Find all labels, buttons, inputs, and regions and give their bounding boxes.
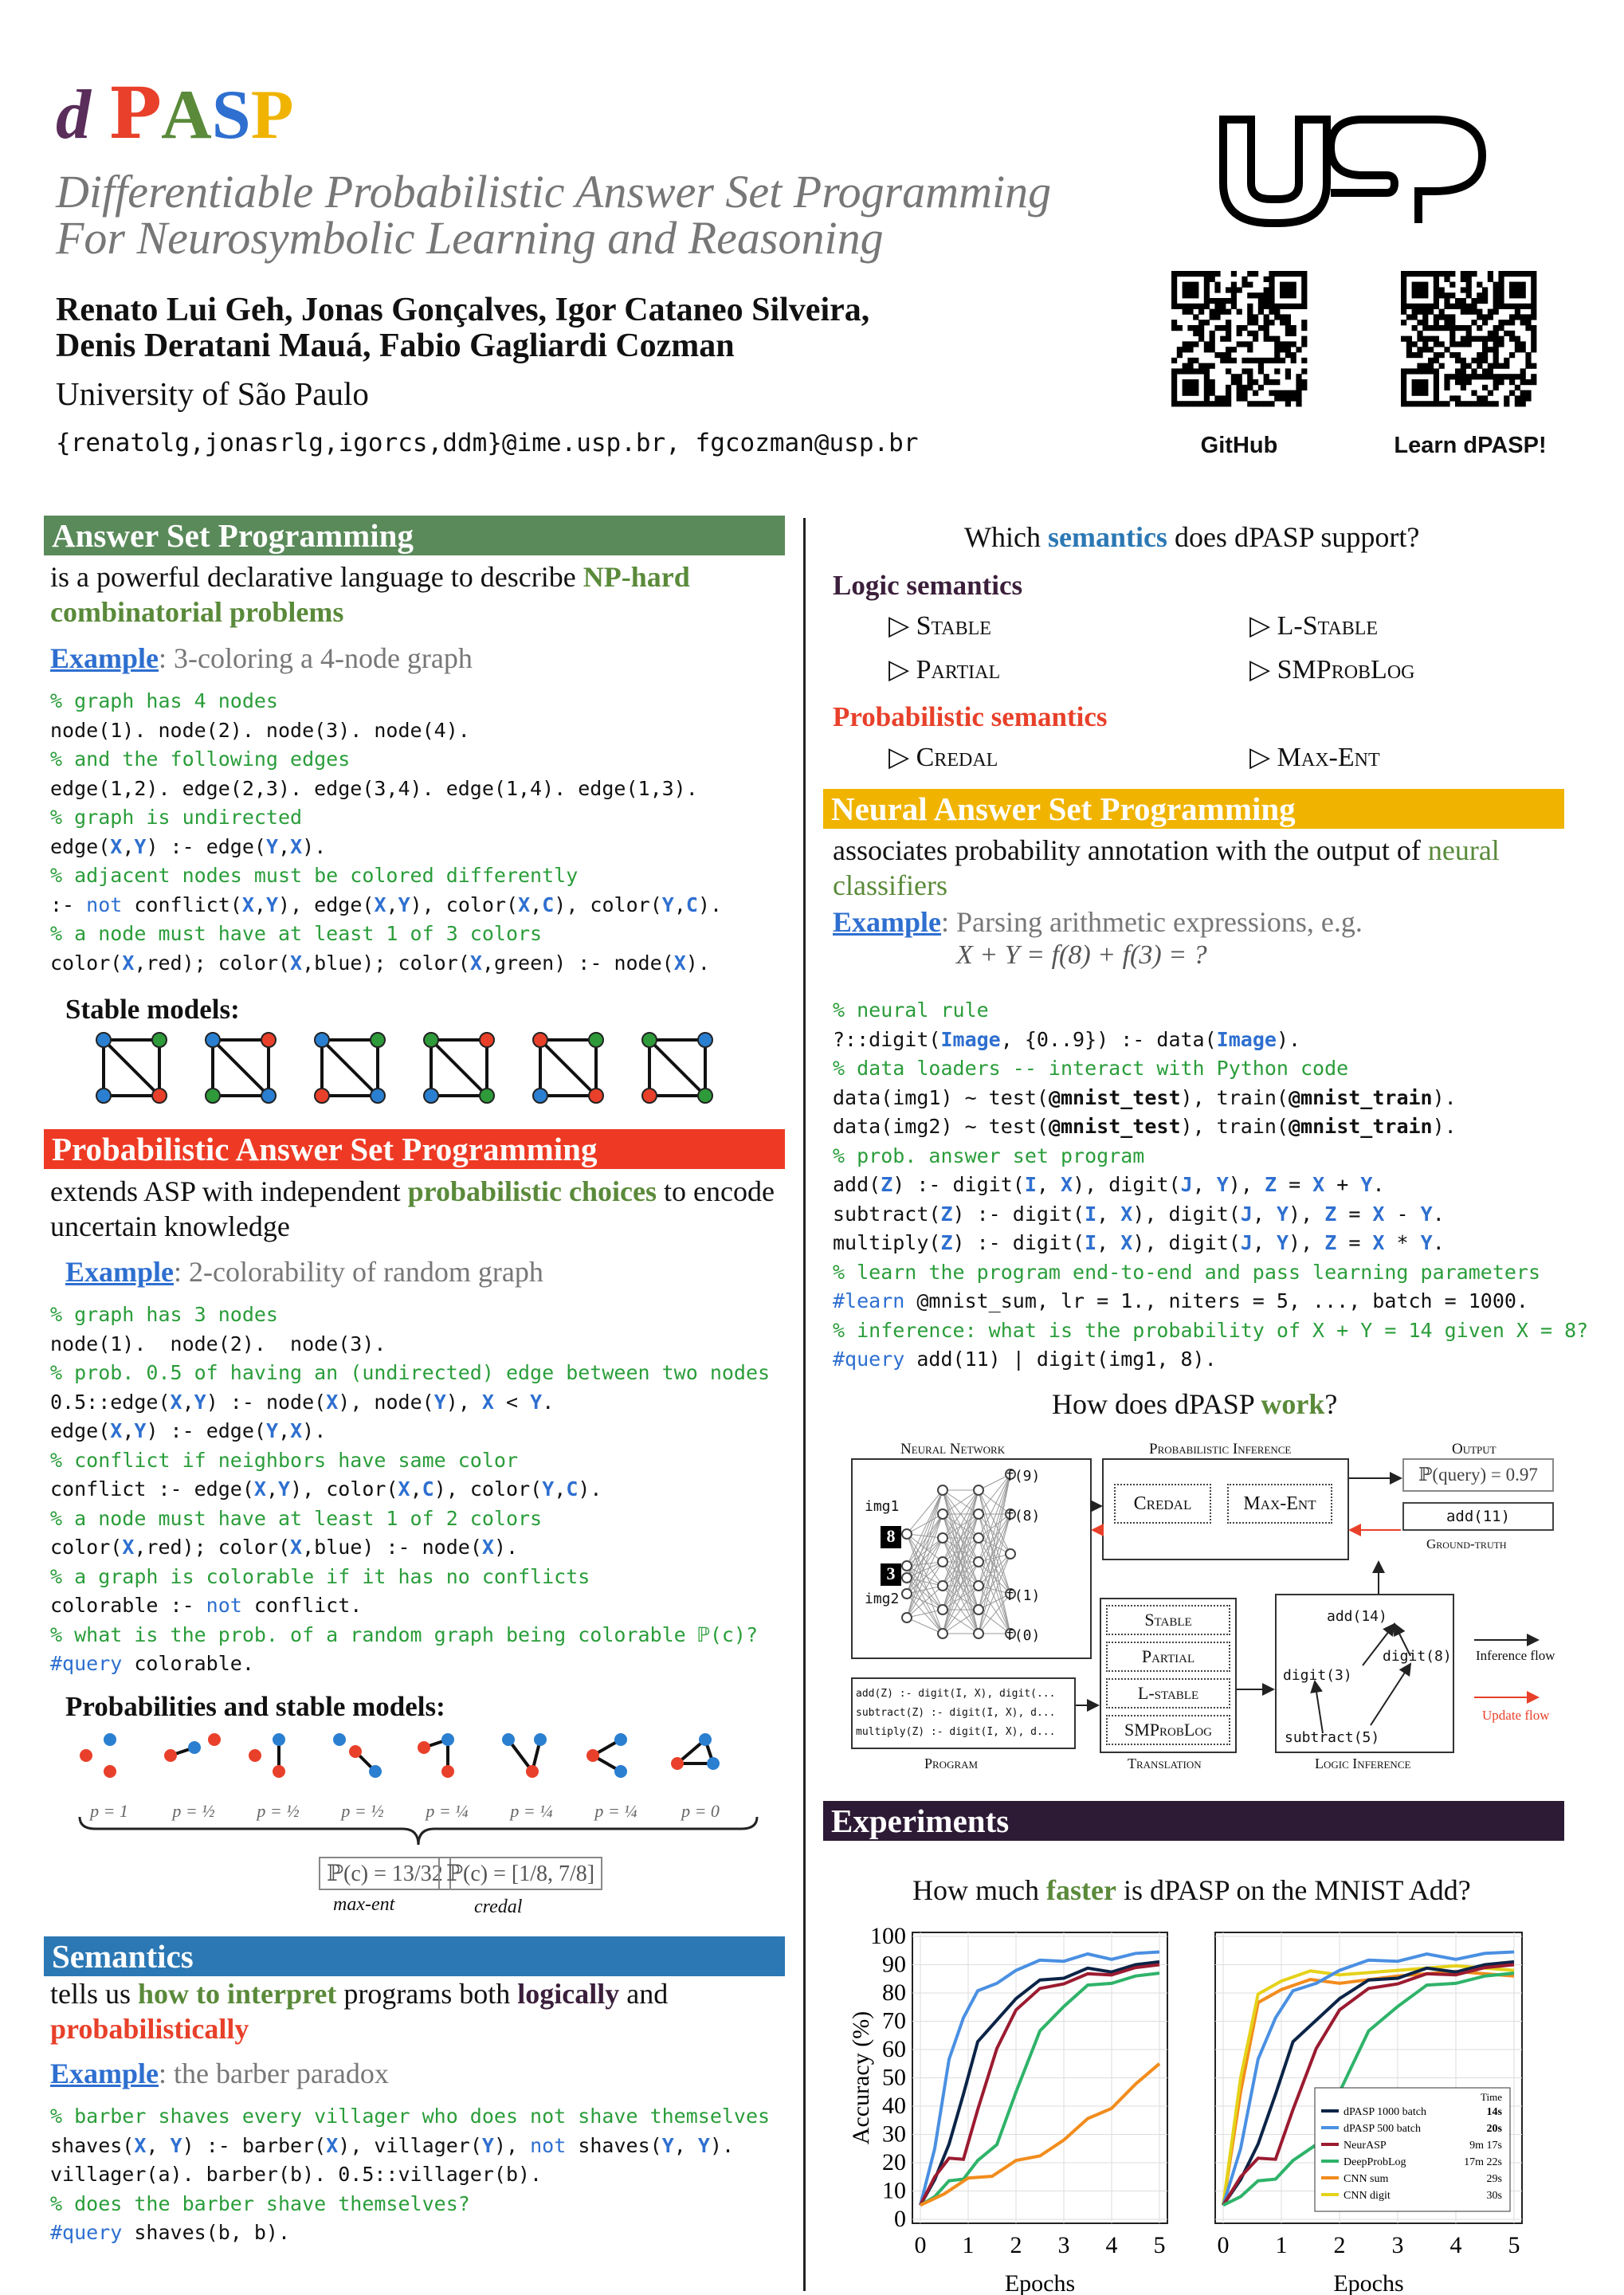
- sem-lstable: ▷ L-Stable: [1249, 611, 1379, 641]
- maxent-node: Max-Ent: [1227, 1484, 1332, 1524]
- pquery-box: ℙ(query) = 0.97: [1402, 1458, 1554, 1492]
- graph-node: [671, 1757, 684, 1770]
- prob-label: p = ¼: [510, 1801, 553, 1821]
- graph-node: [370, 1088, 386, 1104]
- usp-logo: [1215, 112, 1494, 231]
- random-graph: [586, 1733, 650, 1789]
- graph-node: [614, 1733, 627, 1746]
- graph-node: [641, 1088, 657, 1104]
- prob-label: p = ½: [341, 1801, 384, 1821]
- logo: [56, 73, 293, 155]
- code-line: % graph is undirected: [50, 806, 303, 829]
- t-lstable: L-stable: [1106, 1678, 1230, 1708]
- qr-code-learn[interactable]: [1401, 271, 1536, 406]
- logo-s: S: [211, 76, 251, 154]
- add14-node: add(14): [1327, 1608, 1387, 1625]
- random-graph: [502, 1733, 566, 1789]
- code-line: edge(X,Y) :- edge(Y,X).: [50, 834, 327, 858]
- x-tick-label: 0: [1217, 2232, 1230, 2258]
- random-graph: [333, 1733, 397, 1789]
- sem-partial: ▷ Partial: [888, 655, 1001, 685]
- graph-node: [641, 1032, 657, 1048]
- x-tick-label: 4: [1449, 2232, 1462, 2258]
- code-line: #query add(11) | digit(img1, 8).: [833, 1348, 1217, 1371]
- graph-node: [697, 1032, 713, 1048]
- y-tick-label: 40: [882, 2093, 906, 2119]
- graph-node: [707, 1757, 720, 1770]
- logo-a: A: [161, 76, 212, 154]
- stable-model-graph: [532, 1032, 604, 1104]
- logo-p2: P: [250, 76, 294, 154]
- graph-node: [441, 1765, 454, 1778]
- legend-entry: dPASP 500 batch: [1344, 2123, 1421, 2135]
- code-line: node(1). node(2). node(3).: [50, 1332, 386, 1355]
- brace: [76, 1813, 761, 1857]
- graph-node: [208, 1733, 221, 1746]
- asp-intro: is a powerful declarative language to describe NP-hard combinatorial problems: [50, 561, 690, 628]
- code-line: #query shaves(b, b).: [50, 2221, 291, 2244]
- legend-time: 9m 17s: [1469, 2140, 1502, 2152]
- prob-semantics-title: Probabilistic semantics: [833, 701, 1108, 732]
- experiments-heading: Experiments: [823, 1801, 1564, 1841]
- prob-label: p = ¼: [426, 1801, 469, 1821]
- y-tick-label: 90: [882, 1951, 906, 1978]
- graph-node: [588, 1088, 604, 1104]
- qr-code-github[interactable]: [1171, 271, 1307, 406]
- graph-node: [261, 1032, 277, 1048]
- f1-label: f(1): [1006, 1587, 1041, 1604]
- prob-label: p = ¼: [594, 1801, 637, 1821]
- graph-node: [441, 1733, 454, 1746]
- graph-node: [80, 1749, 92, 1762]
- graph-node: [502, 1733, 515, 1746]
- code-line: add(Z) :- digit(I, X), digit(J, Y), Z = X + Y.: [833, 1173, 1385, 1196]
- semantics-code: [50, 2102, 770, 2248]
- digit3-image: 3: [881, 1563, 901, 1586]
- code-line: villager(a). barber(b). 0.5::villager(b).: [50, 2163, 543, 2186]
- t-stable: Stable: [1106, 1605, 1230, 1635]
- authors-line-2: Denis Deratani Mauá, Fabio Gagliardi Cozman: [56, 328, 735, 364]
- graph-node: [273, 1733, 285, 1746]
- digit8-node: digit(8): [1383, 1648, 1452, 1665]
- stable-model-graph: [314, 1032, 386, 1104]
- out-title: Output: [1452, 1441, 1497, 1457]
- prog-line-3: multiply(Z) :- digit(I, X), d...: [856, 1726, 1056, 1738]
- graph-node: [370, 1032, 386, 1048]
- title-line-1: Differentiable Probabilistic Answer Set Programming: [56, 166, 1052, 218]
- pasp-example-label: Example: [65, 1256, 175, 1288]
- series-line-neurasp: [920, 1965, 1159, 2206]
- code-line: % what is the prob. of a random graph being colorable ℙ(c)?: [50, 1622, 759, 1646]
- maxent-label: max-ent: [333, 1894, 395, 1915]
- sem-smproblog: ▷ SMProbLog: [1249, 655, 1415, 685]
- y-axis-label: Accuracy (%): [848, 2011, 874, 2145]
- graph-node: [534, 1733, 547, 1746]
- code-line: subtract(Z) :- digit(I, X), digit(J, Y), Z = X - Y.: [833, 1202, 1445, 1226]
- f0-label: f(0): [1006, 1627, 1041, 1644]
- code-line: % graph has 4 nodes: [50, 689, 278, 712]
- stable-model-graph: [423, 1032, 495, 1104]
- pi-title: Probabilistic Inference: [1149, 1441, 1292, 1457]
- graph-node: [697, 1088, 713, 1104]
- nasp-example-label: Example: [833, 906, 942, 938]
- x-axis-label: Epochs: [1333, 2270, 1404, 2295]
- code-line: colorable :- not conflict.: [50, 1594, 363, 1617]
- code-line: % conflict if neighbors have same color: [50, 1448, 518, 1472]
- graph-node: [333, 1733, 346, 1746]
- asp-heading: Answer Set Programming: [44, 516, 785, 555]
- code-line: node(1). node(2). node(3). node(4).: [50, 718, 470, 742]
- code-line: #learn @mnist_sum, lr = 1., niters = 5, ..., batch = 1000.: [833, 1289, 1528, 1312]
- graph-node: [614, 1765, 627, 1778]
- x-tick-label: 2: [1333, 2232, 1346, 2258]
- code-line: color(X,red); color(X,blue) :- node(X).: [50, 1536, 519, 1559]
- x-tick-label: 5: [1153, 2232, 1166, 2258]
- code-line: % a node must have at least 1 of 3 colors: [50, 922, 543, 945]
- nn-title: Neural Network: [900, 1441, 1006, 1457]
- qr-label-learn: Learn dPASP!: [1394, 433, 1547, 458]
- code-line: multiply(Z) :- digit(I, X), digit(J, Y), Z = X * Y.: [833, 1231, 1445, 1254]
- graph-node: [205, 1088, 221, 1104]
- random-graph: [671, 1733, 735, 1789]
- usp-logo-text: USP: [1355, 227, 1356, 228]
- y-tick-label: 0: [894, 2206, 906, 2232]
- prog-line-2: subtract(Z) :- digit(I, X), d...: [856, 1707, 1056, 1719]
- code-line: color(X,red); color(X,blue); color(X,green) :- node(X).: [50, 951, 710, 975]
- nasp-heading: Neural Answer Set Programming: [823, 789, 1564, 829]
- nasp-formula: X + Y = f(8) + f(3) = ?: [956, 940, 1207, 970]
- series-line-deepproblog: [920, 1973, 1159, 2205]
- graph-node: [261, 1088, 277, 1104]
- y-tick-label: 20: [882, 2149, 906, 2175]
- code-line: :- not conflict(X,Y), edge(X,Y), color(X,C), color(Y,C).: [50, 892, 723, 916]
- code-line: % prob. 0.5 of having an (undirected) edge between two nodes: [50, 1361, 771, 1384]
- diagram-arrows: [845, 1450, 1578, 1769]
- pasp-intro: extends ASP with independent probabilistic choices to encode uncertain knowledge: [50, 1175, 775, 1242]
- affiliation: University of São Paulo: [56, 375, 369, 412]
- graph-node: [96, 1088, 112, 1104]
- x-tick-label: 0: [914, 2232, 927, 2258]
- code-line: % learn the program end-to-end and pass learning parameters: [833, 1260, 1541, 1284]
- code-line: conflict :- edge(X,Y), color(X,C), color(Y,C).: [50, 1477, 602, 1501]
- graph-node: [314, 1088, 330, 1104]
- graph-node: [532, 1032, 548, 1048]
- random-graph: [164, 1733, 228, 1789]
- code-line: % adjacent nodes must be colored differently: [50, 864, 579, 887]
- legend-time: 20s: [1486, 2123, 1502, 2135]
- code-line: % data loaders -- interact with Python code: [833, 1057, 1349, 1080]
- y-tick-label: 50: [882, 2064, 906, 2091]
- graph-node: [532, 1088, 548, 1104]
- title-line-2: For Neurosymbolic Learning and Reasoning: [56, 212, 884, 264]
- nasp-intro: associates probability annotation with the output of neural classifiers: [833, 834, 1500, 901]
- graph-node: [273, 1765, 285, 1778]
- x-tick-label: 1: [1275, 2232, 1288, 2258]
- graph-node: [479, 1032, 495, 1048]
- graph-node: [314, 1032, 330, 1048]
- graph-node: [479, 1088, 495, 1104]
- legend-time: 14s: [1486, 2106, 1502, 2118]
- x-tick-label: 2: [1010, 2232, 1022, 2258]
- y-tick-label: 60: [882, 2036, 906, 2062]
- code-line: % graph has 3 nodes: [50, 1303, 278, 1326]
- graph-node: [423, 1032, 439, 1048]
- series-line-dpasp-1000-batch: [920, 1962, 1159, 2205]
- random-graph: [80, 1733, 143, 1789]
- credal-box: ℙ(c) = [1/8, 7/8]: [438, 1857, 602, 1890]
- stable-model-graph: [205, 1032, 277, 1104]
- column-divider: [803, 518, 806, 2291]
- logic-semantics-title: Logic semantics: [833, 570, 1023, 601]
- sub5-node: subtract(5): [1285, 1729, 1380, 1746]
- f9-label: f(9): [1006, 1468, 1041, 1485]
- credal-label: credal: [474, 1897, 523, 1917]
- authors-line-1: Renato Lui Geh, Jonas Gonçalves, Igor Cataneo Silveira,: [56, 292, 870, 328]
- semantics-example-label: Example: [50, 2058, 159, 2089]
- maxent-box: ℙ(c) = 13/32: [319, 1857, 451, 1890]
- sem-maxent: ▷ Max-Ent: [1249, 743, 1380, 772]
- logic-label: Logic Inference: [1315, 1756, 1411, 1771]
- pasp-example: Example: 2-colorability of random graph: [65, 1256, 543, 1288]
- code-line: % a node must have at least 1 of 2 colors: [50, 1506, 543, 1530]
- code-line: data(img2) ~ test(@mnist_test), train(@mnist_train).: [833, 1115, 1457, 1138]
- graph-node: [369, 1765, 382, 1778]
- sem-credal: ▷ Credal: [888, 743, 998, 772]
- graph-node: [526, 1765, 539, 1778]
- code-line: ?::digit(Image, {0..9}) :- data(Image).: [833, 1027, 1301, 1051]
- stable-model-graph: [96, 1032, 167, 1104]
- code-line: data(img1) ~ test(@mnist_test), train(@mnist_train).: [833, 1085, 1457, 1109]
- random-graph: [249, 1733, 312, 1789]
- stable-models-label: Stable models:: [65, 994, 240, 1025]
- code-line: 0.5::edge(X,Y) :- node(X), node(Y), X < Y.: [50, 1390, 555, 1414]
- code-line: % neural rule: [833, 998, 989, 1022]
- semantics-intro: tells us how to interpret programs both logically and probabilistically: [50, 1978, 669, 2045]
- graph-node: [164, 1749, 177, 1762]
- y-tick-label: 100: [870, 1923, 906, 1949]
- digit8-image: 8: [881, 1526, 901, 1548]
- program-label: Program: [924, 1756, 979, 1771]
- pasp-heading: Probabilistic Answer Set Programming: [44, 1129, 785, 1169]
- prob-label: p = 0: [681, 1801, 720, 1821]
- x-axis-label: Epochs: [1004, 2270, 1076, 2295]
- graph-node: [96, 1032, 112, 1048]
- x-tick-label: 3: [1391, 2232, 1404, 2258]
- y-tick-label: 30: [882, 2120, 906, 2148]
- f8-label: f(8): [1006, 1508, 1041, 1524]
- graph-node: [249, 1749, 261, 1762]
- logo-p: P: [108, 72, 162, 155]
- y-tick-label: 10: [882, 2177, 906, 2204]
- ground-truth-label: Ground-truth: [1426, 1536, 1507, 1552]
- graph-node: [151, 1088, 167, 1104]
- prob-label: p = 1: [90, 1801, 128, 1821]
- asp-code: [50, 687, 722, 978]
- legend-time: 29s: [1486, 2173, 1502, 2185]
- asp-example-label: Example: [50, 642, 159, 674]
- accuracy-chart: [845, 1920, 1578, 2295]
- legend-entry: CNN sum: [1344, 2173, 1389, 2185]
- stable-models-graphs: [96, 1032, 749, 1112]
- stable-model-graph: [641, 1032, 713, 1104]
- work-question: How does dPASP work?: [1052, 1388, 1338, 1420]
- code-line: % prob. answer set program: [833, 1144, 1145, 1167]
- graph-node: [586, 1749, 599, 1762]
- code-line: % inference: what is the probability of X + Y = 14 given X = 8?: [833, 1318, 1589, 1342]
- graph-node: [418, 1741, 430, 1754]
- prob-stable-label: Probabilities and stable models:: [65, 1691, 445, 1722]
- prob-label: p = ½: [257, 1801, 300, 1821]
- legend-time-header: Time: [1481, 2091, 1502, 2103]
- random-graph: [418, 1733, 481, 1789]
- graph-node: [151, 1032, 167, 1048]
- asp-example: Example: 3-coloring a 4-node graph: [50, 642, 473, 674]
- qr-label-github: GitHub: [1200, 433, 1278, 458]
- semantics-example: Example: the barber paradox: [50, 2058, 389, 2089]
- img1-label: img1: [865, 1498, 900, 1515]
- x-tick-label: 1: [962, 2232, 975, 2258]
- graph-node: [699, 1733, 712, 1746]
- code-line: edge(X,Y) :- edge(Y,X).: [50, 1419, 327, 1442]
- logo-d: d: [56, 76, 91, 154]
- support-question: Which semantics does dPASP support?: [964, 521, 1420, 553]
- y-tick-label: 70: [882, 2007, 906, 2034]
- translation-label: Translation: [1128, 1756, 1202, 1771]
- experiments-question: How much faster is dPASP on the MNIST Add?: [912, 1874, 1471, 1906]
- code-line: edge(1,2). edge(2,3). edge(3,4). edge(1,4). edge(1,3).: [50, 776, 698, 800]
- add11-box: add(11): [1402, 1502, 1554, 1531]
- t-partial: Partial: [1106, 1642, 1230, 1672]
- legend-entry: DeepProbLog: [1344, 2156, 1406, 2168]
- x-tick-label: 4: [1105, 2232, 1118, 2258]
- graph-node: [104, 1765, 116, 1778]
- legend-entry: dPASP 1000 batch: [1344, 2106, 1426, 2118]
- code-line: % and the following edges: [50, 747, 351, 771]
- digit3-node: digit(3): [1283, 1667, 1352, 1684]
- code-line: % barber shaves every villager who does not shave themselves: [50, 2105, 771, 2128]
- update-flow-label: Update flow: [1482, 1708, 1550, 1723]
- semantics-heading: Semantics: [44, 1936, 785, 1976]
- legend-entry: NeurASP: [1344, 2140, 1387, 2152]
- code-line: % a graph is colorable if it has no conflicts: [50, 1564, 590, 1588]
- graph-node: [588, 1032, 604, 1048]
- prog-line-1: add(Z) :- digit(I, X), digit(...: [856, 1688, 1056, 1700]
- credal-node: Credal: [1114, 1484, 1211, 1524]
- nasp-example: Example: Parsing arithmetic expressions, e.g.: [833, 906, 1363, 938]
- code-line: #query colorable.: [50, 1652, 254, 1675]
- graph-node: [349, 1745, 362, 1758]
- prob-label: p = ½: [172, 1801, 215, 1821]
- x-tick-label: 5: [1508, 2232, 1520, 2258]
- graph-node: [423, 1088, 439, 1104]
- emails: {renatolg,jonasrlg,igorcs,ddm}@ime.usp.br, fgcozman@usp.br: [56, 429, 919, 457]
- nasp-code: [833, 996, 1588, 1375]
- img2-label: img2: [865, 1591, 900, 1607]
- code-line: % does the barber shave themselves?: [50, 2191, 470, 2215]
- sem-stable: ▷ Stable: [888, 611, 991, 641]
- t-smproblog: SMProbLog: [1106, 1715, 1230, 1745]
- legend-entry: CNN digit: [1344, 2190, 1391, 2202]
- code-line: shaves(X, Y) :- barber(X), villager(Y), not shaves(Y, Y).: [50, 2133, 735, 2157]
- pasp-code: [50, 1300, 770, 1679]
- x-tick-label: 3: [1057, 2232, 1070, 2258]
- y-tick-label: 80: [882, 1979, 906, 2006]
- legend-time: 17m 22s: [1464, 2156, 1502, 2168]
- graph-node: [188, 1741, 201, 1754]
- graph-node: [104, 1733, 116, 1746]
- legend-time: 30s: [1486, 2190, 1502, 2202]
- inference-flow-label: Inference flow: [1476, 1648, 1555, 1663]
- graph-node: [205, 1032, 221, 1048]
